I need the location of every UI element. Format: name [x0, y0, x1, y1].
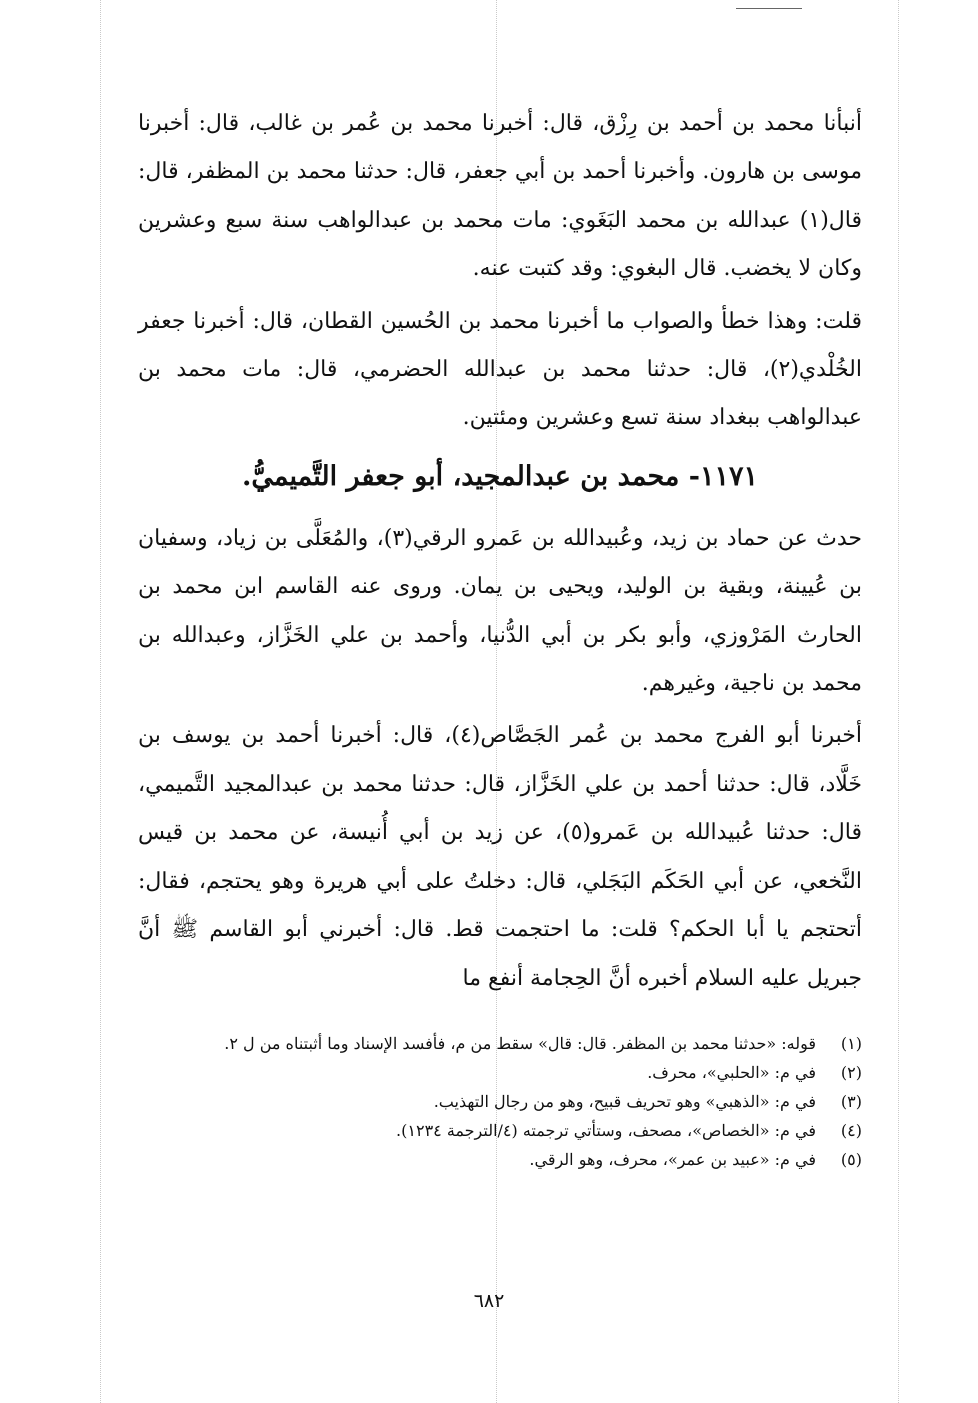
footnote	[138, 1058, 862, 1087]
footnote	[138, 1116, 862, 1145]
footnote-number: (١)	[840, 1033, 862, 1053]
page-body	[138, 100, 862, 1174]
footnotes	[138, 1029, 862, 1174]
footnote	[138, 1087, 862, 1116]
footnote-text: في م: «الذهبي» وهو تحريف قبيح، وهو من رجال التهذيب.	[433, 1091, 816, 1111]
margin-guide-left	[100, 0, 101, 1403]
entry-heading: ١١٧١- محمد بن عبدالمجيد، أبو جعفر التَّميميُّ.	[242, 460, 758, 492]
footnote-text: في م: «الحلبي»، محرف.	[647, 1062, 816, 1082]
top-rule	[736, 8, 802, 9]
footnote-text: قوله: «حدثنا محمد بن المظفر. قال: قال» سقط من م، فأفسد الإسناد وما أثبتناه من ل ٢.	[224, 1033, 816, 1053]
footnote-number: (٢)	[840, 1062, 862, 1082]
entry-paragraph-2: أخبرنا أبو الفرج محمد بن عُمر الجَصَّاص(٤)، قال: أخبرنا أحمد بن يوسف بن خَلَّاد، قال: حدثنا أحمد بن علي الخَزَّاز، قال: حدثنا محمد بن عبدالمجيد التَّميمي، قال: حدثنا عُبيدالله بن عَمرو(٥)، عن زيد بن أبي أُنيسة، عن محمد بن قيس النَّخعي، عن أبي الحَكَم البَجَلي، قال: دخلتُ على أبي هريرة وهو يحتجم، فقال: أتحتجم يا أبا الحكم؟ قلت: ما احتجمت قط. قال: أخبرني أبو القاسم ﷺ أنَّ جبريل عليه السلام أخبره أنَّ الحِجامة أنفع ما	[138, 723, 863, 991]
footnote-number: (٤)	[840, 1120, 862, 1140]
page-number: ٦٨٢	[473, 1290, 505, 1312]
entry-paragraph-1: حدث عن حماد بن زيد، وعُبيدالله بن عَمرو الرقي(٣)، والمُعَلَّى بن زياد، وسفيان بن عُيينة، وبقية بن الوليد، ويحيى بن يمان. وروى عنه القاسم ابن محمد بن الحارث المَرْوزي، وأبو بكر بن أبي الدُّنيا، وأحمد بن علي الخَزَّاز، وعبدالله بن محمد بن ناجية، وغيرهم.	[138, 525, 862, 697]
footnote-text: في م: «عبيد بن عمر»، محرف، وهو الرقي.	[529, 1149, 816, 1169]
footnote-number: (٣)	[840, 1091, 862, 1111]
footnote-number: (٥)	[840, 1149, 862, 1169]
footnote	[138, 1145, 862, 1174]
footnote-text: في م: «الخصاص»، مصحف، وستأتي ترجمته (٤/الترجمة ١٢٣٤).	[396, 1120, 816, 1140]
footnote	[138, 1029, 862, 1058]
body-paragraph-2: قلت: وهذا خطأ والصواب ما أخبرنا محمد بن الحُسين القطان، قال: أخبرنا جعفر الخُلْدي(٢)، قال: حدثنا محمد بن عبدالله الحضرمي، قال: مات محمد بن عبدالواهب ببغداد سنة تسع وعشرين ومئتين.	[138, 308, 862, 431]
body-paragraph-1: أنبأنا محمد بن أحمد بن رِزْق، قال: أخبرنا محمد بن عُمر بن غالب، قال: أخبرنا موسى بن هارون. وأخبرنا أحمد بن أبي جعفر، قال: حدثنا محمد بن المظفر، قال: قال(١) عبدالله بن محمد البَغَوي: مات محمد بن عبدالواهب سنة سبع وعشرين وكان لا يخضب. قال البغوي: وقد كتبت عنه.	[138, 111, 862, 282]
margin-guide-right	[898, 0, 899, 1403]
